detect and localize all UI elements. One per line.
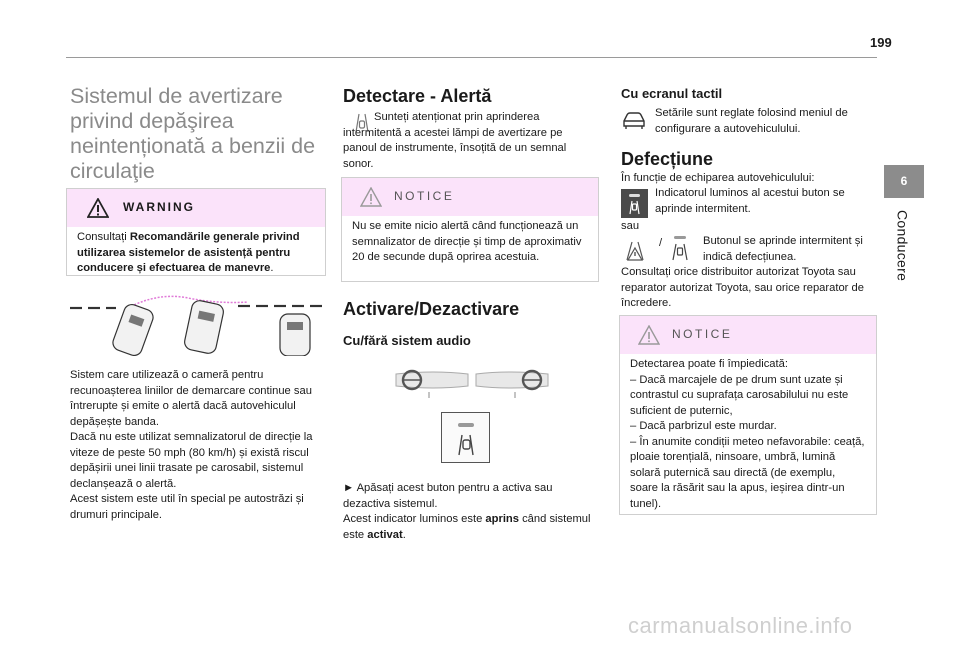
notice-icon-2 (638, 325, 660, 345)
notice-text-1: Nu se emite nicio alertă când funcționează un semnalizator de direcție și timp de aproximativ 20 de secunde după oprirea acestuia. (352, 220, 582, 263)
heading-faults: Defecțiune (621, 149, 714, 169)
faults-b-text: Butonul se aprinde intermitent și indică defecțiunea. (703, 235, 863, 263)
notice-item: – Dacă marcajele de pe drum sunt uzate și contrastul cu suprafața carosabilului nu este suficient de puternic, (630, 373, 849, 417)
steering-wheel-illustration (394, 366, 550, 400)
heading-audio: Cu/fără sistem audio (343, 333, 471, 348)
lane-button-symbol (442, 413, 489, 462)
warning-heading: WARNING (123, 200, 195, 214)
notice-body-2 (620, 354, 876, 520)
warning-text-pre: Consultați (77, 231, 130, 243)
indicator-mid: când sistemul este (343, 513, 591, 541)
notice-body-1 (342, 216, 598, 274)
warning-header (67, 189, 325, 227)
notice-box-2 (619, 315, 877, 515)
notice-box-1 (341, 177, 599, 282)
header-rule (66, 57, 877, 58)
faults-a-text: Indicatorul luminos al acestui buton se aprinde intermitent. (655, 187, 845, 215)
indicator-post: . (402, 528, 406, 541)
heading-detection: Detectare - Alertă (343, 86, 492, 106)
lane-button-icon[interactable] (441, 412, 490, 463)
indicator-bold-activat: activat (367, 528, 403, 541)
page-number: 199 (870, 35, 892, 50)
notice-item: – În anumite condiții meteo nefavorabile: ceață, ploaie torențială, ninsoare, umbră, lumină solară puternică sau directă (de exemplu, soare la răsărit sau la apus, ieșirea dintr-un tunel). (630, 435, 865, 510)
detection-text (343, 110, 598, 172)
slash-text: / (659, 237, 663, 249)
notice-intro-2: Detectarea poate fi împiedicată: (630, 358, 788, 370)
description-text: Sistem care utilizează o cameră pentru recunoașterea liniilor de demarcare continue sau întrerupte și emite o alertă dacă autovehiculul depășește banda. Dacă nu este utilizat semnalizatorul de direcție la viteze de peste 50 mph (80 km/h) și există riscul depășirii unei linii trasate pe carosabil, sistemul declanșează o alertă. Acest sistem este util în special pe autostrăzi și drumuri principale. (70, 369, 313, 521)
or-text: sau (621, 220, 640, 232)
lane-fault-icon (623, 238, 647, 262)
notice-icon (360, 187, 382, 207)
faults-intro: În funcție de echiparea autovehiculului: (621, 172, 815, 184)
press-instruction: ► Apăsați acest buton pentru a activa sau dezactiva sistemul. (343, 482, 553, 510)
notice-header-2 (620, 316, 876, 354)
warning-text-link: Recomandările generale privind utilizarea sistemelor de asistență pentru conducere și efectuarea de manevre (77, 231, 300, 274)
warning-body (67, 227, 325, 285)
warning-icon (87, 198, 109, 218)
chapter-tab[interactable]: 6 (884, 165, 924, 197)
fault-button-icon (621, 189, 648, 218)
warning-box (66, 188, 326, 276)
indicator-pre: Acest indicator luminos este (343, 513, 486, 525)
heading-activation: Activare/Dezactivare (343, 299, 520, 319)
section-title: Sistemul de avertizare privind depăşirea neintenționată a benzii de circulaţie (70, 84, 316, 183)
lane-button-fault-icon (668, 234, 692, 262)
warning-text-post: . (270, 262, 274, 274)
vehicle-settings-icon (621, 110, 647, 130)
fault-button-symbol (621, 189, 648, 218)
notice-item: – Dacă parbrizul este murdar. (630, 420, 777, 432)
heading-touchscreen: Cu ecranul tactil (621, 86, 723, 101)
notice-heading-2: NOTICE (672, 327, 733, 341)
indicator-bold-aprins: aprins (485, 513, 519, 525)
chapter-label: Conducere (894, 210, 911, 282)
chapter-tab-line (884, 197, 924, 198)
notice-header-1 (342, 178, 598, 216)
faults-c-text: Consultați orice distribuitor autorizat Toyota sau reparator autorizat Toyota, sau orice reparator de încredere. (621, 266, 864, 309)
notice-heading-1: NOTICE (394, 189, 455, 203)
touchscreen-text: Setările sunt reglate folosind meniul de configurare a autovehiculului. (655, 107, 848, 135)
lane-departure-illustration (68, 292, 324, 356)
indicator-text (343, 512, 598, 543)
detection-text-content: Sunteți atenționat prin aprinderea intermitentă a acestei lămpi de avertizare pe panoul de instrumente, însoțită de un semnal sonor. (343, 111, 567, 170)
watermark: carmanualsonline.info (628, 613, 853, 638)
